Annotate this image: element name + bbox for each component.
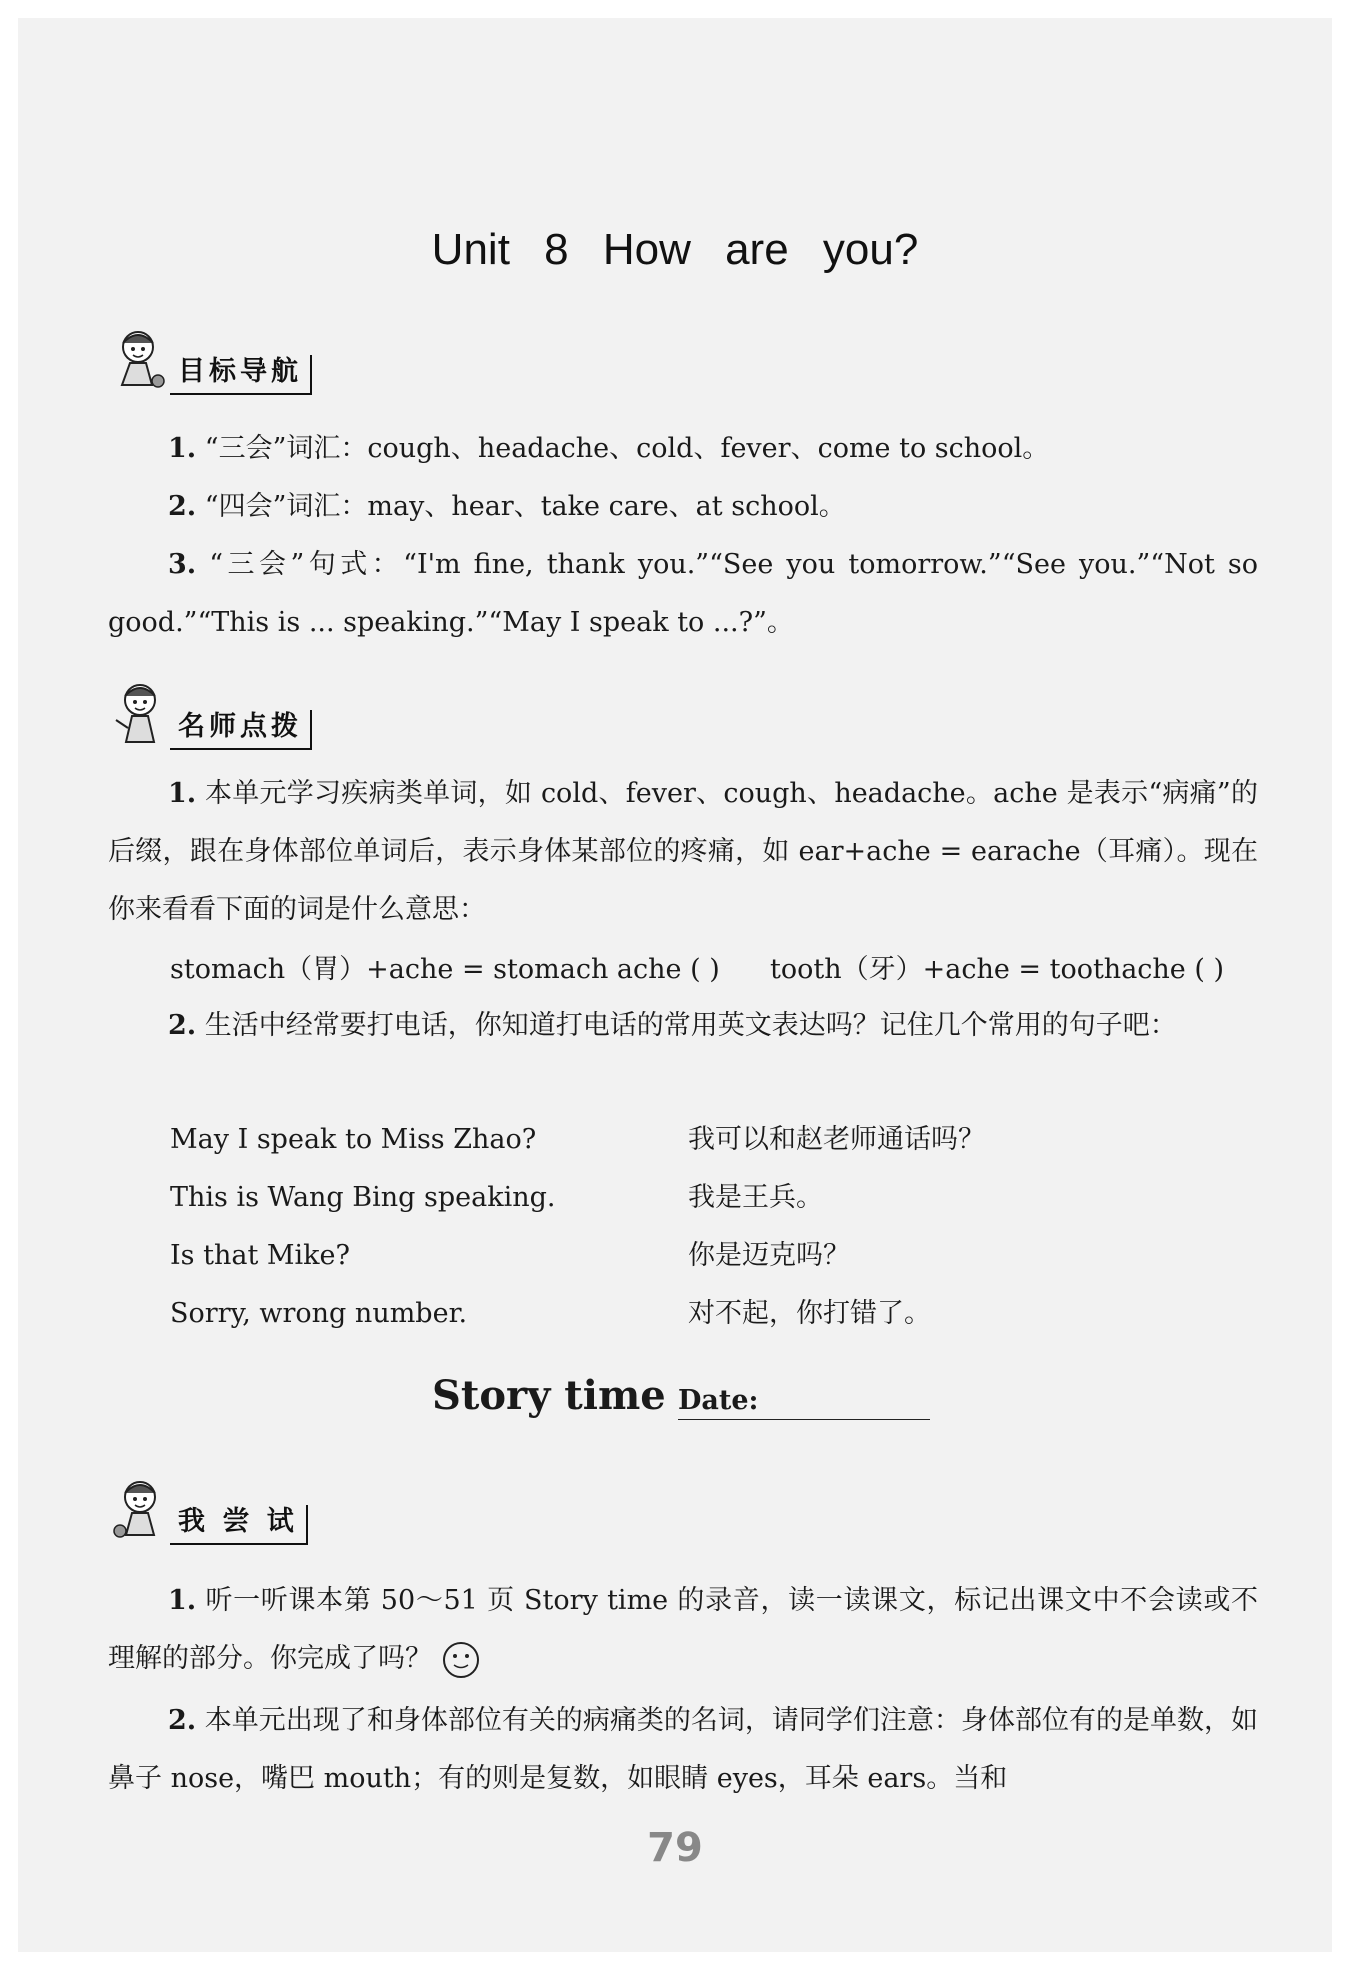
story-time-heading: Story time — [432, 1372, 666, 1419]
section-header-goals — [108, 325, 312, 395]
example-stomach-ache: stomach（胃）+ache = stomach ache ( ) — [170, 954, 720, 985]
section-title-try: 我 尝 试 — [170, 1505, 308, 1545]
phrase-en: This is Wang Bing speaking. — [170, 1182, 556, 1213]
phrase-zh: 我是王兵。 — [688, 1182, 823, 1213]
phrase-en: Sorry, wrong number. — [170, 1298, 468, 1329]
section-header-try — [108, 1475, 308, 1545]
tip-item-1: 1. 本单元学习疾病类单词，如 cold、fever、cough、headache。ache 是表示“病痛”的后缀，跟在身体部位单词后，表示身体某部位的疼痛，如 ear+ache = earache（耳痛）。现在你来看看下面的词是什么意思： — [108, 778, 1258, 925]
mascot-icon — [108, 325, 170, 395]
goal-item-3: 3. “三会”句式：“I'm fine, thank you.”“See you tomorrow.”“See you.”“Not so good.”“This is ... speaking.”“May I speak to ...?”。 — [108, 549, 1258, 638]
phrase-zh: 你是迈克吗？ — [688, 1240, 850, 1271]
goal-item-2: 2. “四会”词汇：may、hear、take care、at school。 — [168, 491, 846, 522]
date-blank-line[interactable] — [678, 1419, 930, 1420]
try-item-1: 1. 听一听课本第 50～51 页 Story time 的录音，读一读课文，标记出课文中不会读或不理解的部分。你完成了吗？ — [108, 1572, 1258, 1688]
phrase-zh: 我可以和赵老师通话吗？ — [688, 1124, 985, 1155]
page-number: 79 — [647, 1825, 703, 1871]
mascot-icon — [108, 1475, 170, 1545]
section-title-goals: 目标导航 — [170, 355, 312, 395]
phrase-en: May I speak to Miss Zhao? — [170, 1124, 537, 1155]
goal-item-1: 1. “三会”词汇：cough、headache、cold、fever、come to school。 — [168, 433, 1050, 464]
mascot-icon — [108, 680, 170, 750]
example-toothache: tooth（牙）+ache = toothache ( ) — [770, 954, 1225, 985]
section-title-tips: 名师点拨 — [170, 710, 312, 750]
try-item-2: 2. 本单元出现了和身体部位有关的病痛类的名词，请同学们注意：身体部位有的是单数，如鼻子 nose，嘴巴 mouth；有的则是复数，如眼睛 eyes，耳朵 ears。当和 — [108, 1705, 1258, 1794]
phrase-zh: 对不起，你打错了。 — [688, 1298, 931, 1329]
tip-item-2: 2. 生活中经常要打电话，你知道打电话的常用英文表达吗？记住几个常用的句子吧： — [168, 1010, 1177, 1041]
smiley-icon[interactable] — [441, 1640, 481, 1680]
unit-title: Unit 8 How are you? — [431, 225, 919, 274]
phrase-en: Is that Mike? — [170, 1240, 350, 1271]
section-header-tips — [108, 680, 312, 750]
date-label: Date: — [678, 1385, 759, 1416]
